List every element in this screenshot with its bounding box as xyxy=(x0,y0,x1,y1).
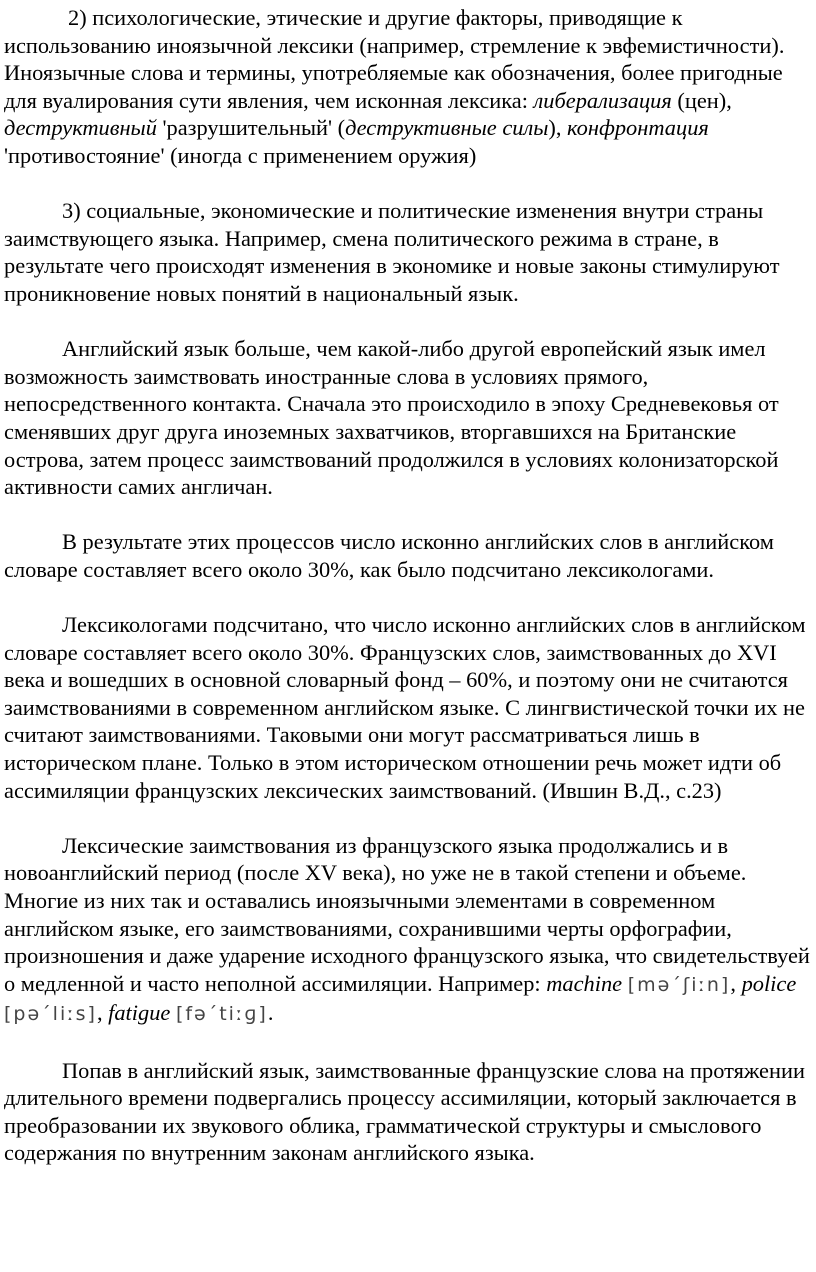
example-word-machine: machine xyxy=(546,970,623,996)
paragraph-lexicologists: Лексикологами подсчитано, что число исконно английских слов в английском словаре составляет всего около 30%. Французских слов, заимствованных до XVI века и вошедших в основной словарный фонд – 60%, и поэтому они не считаются заимствованиями в современном английском языке. С лингвистической точки их не считают заимствованиями. Таковыми они могут рассматриваться лишь в историческом плане. Только в этом историческом отношении речь может идти об ассимиляции французских лексических заимствований. (Ившин В.Д., с.23) xyxy=(4,612,806,803)
text-run: 'противостояние' (иногда с применением оружия) xyxy=(4,142,477,168)
paragraph-gap xyxy=(4,501,812,529)
transcription-fatigue: [fəˊtiːɡ] xyxy=(175,1003,268,1026)
term-destructive-forces: деструктивные силы xyxy=(345,115,549,141)
text-run: Лексические заимствования из французского языка продолжались и в новоанглийский период (после XV века), но уже не в такой степени и объеме. Многие из них так и оставались иноязычными элементами в современном английском языке, его заимствованиями, сохранившими черты орфографии, произношения и даже ударение исходного французского языка, что свидетельствуей о медленной и часто неполной ассимиляции. Например: xyxy=(4,832,810,996)
transcription-police: [pəˊliːs] xyxy=(4,1003,97,1026)
paragraph-gap xyxy=(4,308,812,336)
sentence-end: . xyxy=(267,1000,274,1026)
paragraph-gap xyxy=(4,804,812,832)
paragraph-english-borrowing: Английский язык больше, чем какой-либо другой европейский язык имел возможность заимствовать иностранные слова в условиях прямого, непосредственного контакта. Сначала это происходило в эпоху Средневековья от сменявших друг друга иноземных захватчиков, вторгавшихся на Британские острова, затем процесс заимствований продолжился в условиях колонизаторской активности самих англичан. xyxy=(4,336,779,500)
term-destructive: деструктивный xyxy=(4,115,157,141)
term-liberalization: либерализация xyxy=(533,87,672,113)
example-word-fatigue: fatigue xyxy=(108,1000,171,1026)
paragraph-gap xyxy=(4,1029,812,1057)
paragraph-native-words-share: В результате этих процессов число исконно английских слов в английском словаре составляет всего около 30%, как было подсчитано лексикологами. xyxy=(4,529,774,582)
paragraph-psychological-factors xyxy=(4,0,812,170)
text-run: 'разрушительный' ( xyxy=(156,115,346,141)
paragraph-assimilation: Попав в английский язык, заимствованные французские слова на протяжении длительного времени подвергались процессу ассимиляции, который заключается в преобразовании их звукового облика, грамматической структуры и смыслового содержания по внутренним законам английского языка. xyxy=(4,1057,805,1166)
paragraph-social-factors: 3) социальные, экономические и политические изменения внутри страны заимствующего языка. Например, смена политического режима в стране, в результате чего происходят изменения в экономике и новые законы стимулируют проникновение новых понятий в национальный язык. xyxy=(4,198,780,306)
separator: , xyxy=(730,970,742,996)
paragraph-gap xyxy=(4,170,812,198)
paragraph-french-borrowings xyxy=(4,832,812,1029)
text-run: (цен), xyxy=(671,87,732,113)
example-word-police: police xyxy=(741,970,797,996)
transcription-machine: [məˊʃiːn] xyxy=(627,973,731,996)
text-run: 2) психологические, этические и другие факторы, приводящие к использованию иноязычной лексики (например, стремление к эвфемистичности). Иноязычные слова и термины, употребляемые как обозначения, более пригодные для вуалирования сути явления, чем исконная лексика: xyxy=(4,5,785,113)
paragraph-gap xyxy=(4,583,812,611)
separator: , xyxy=(96,1000,109,1026)
text-run: ), xyxy=(548,115,568,141)
term-confrontation: конфронтация xyxy=(567,115,709,141)
